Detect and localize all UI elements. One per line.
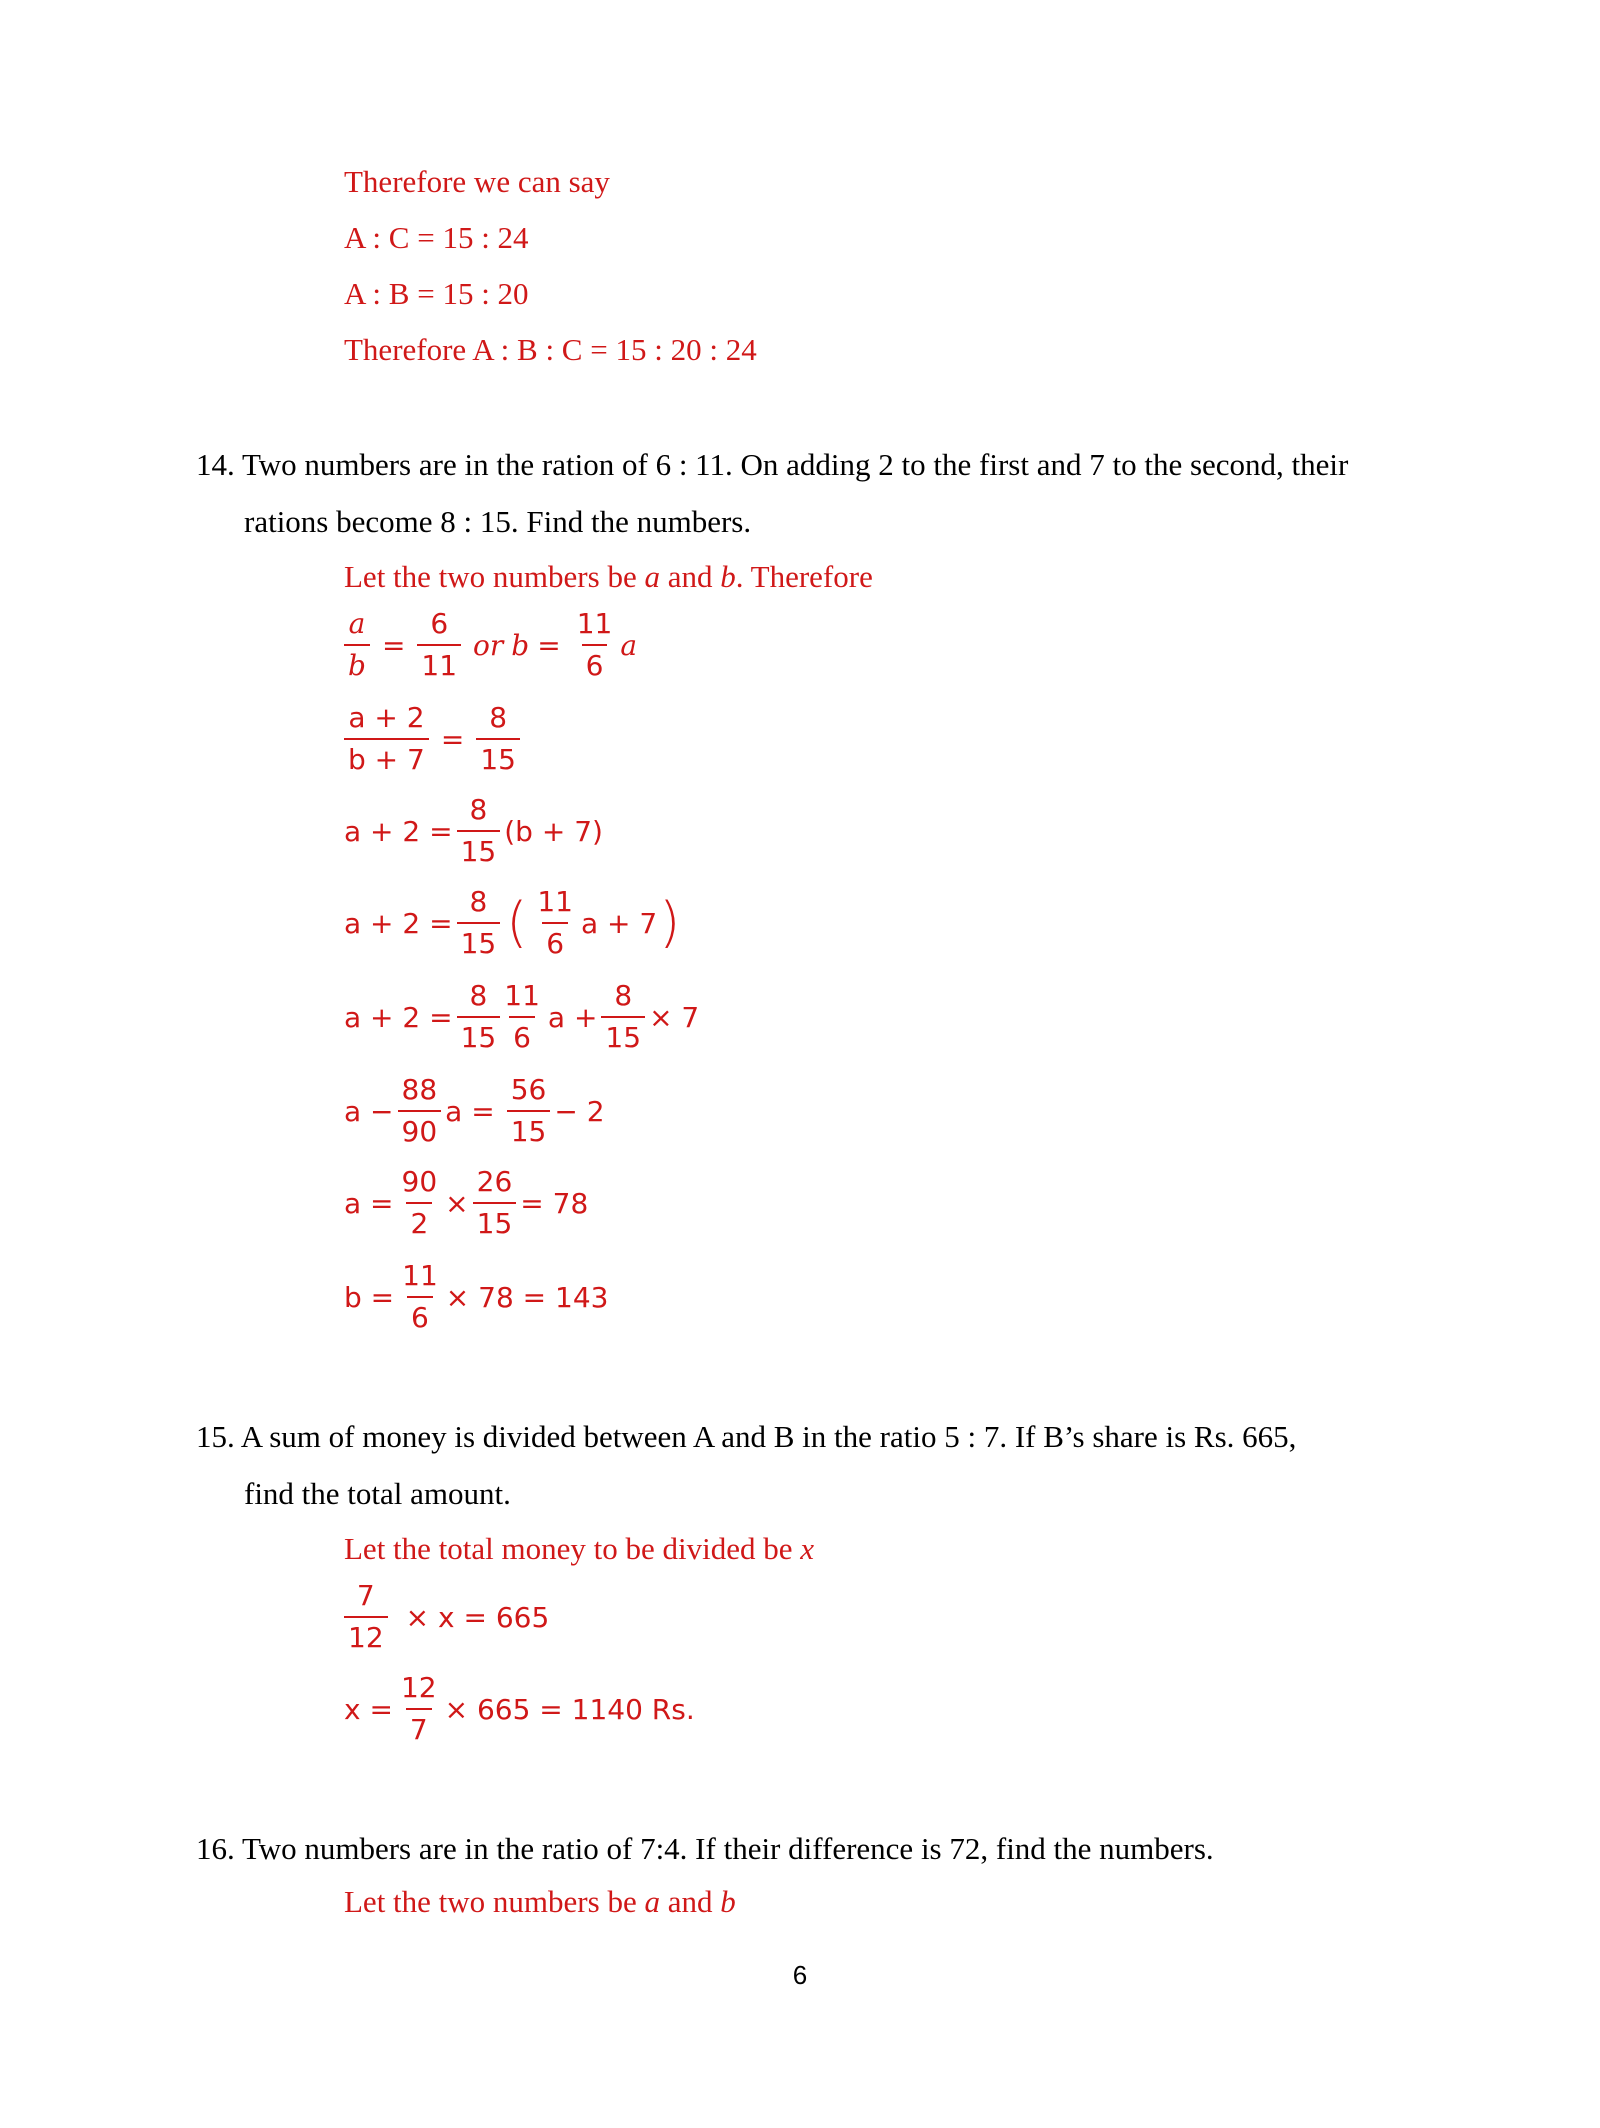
q15-equation-2 (344, 1671, 695, 1746)
question-15-line2: find the total amount. (244, 1476, 511, 1512)
fraction-numerator: 8 (614, 979, 633, 1012)
fraction-numerator: 11 (504, 979, 540, 1012)
fraction-denominator: 90 (398, 1110, 442, 1146)
equation-lhs: a + 2 = (344, 814, 453, 848)
equation-mid: × (445, 1186, 469, 1220)
q15-equation-1 (340, 1579, 550, 1654)
fraction-numerator: 8 (469, 793, 488, 826)
question-16 (196, 1820, 1466, 1877)
page-number: 6 (792, 1960, 808, 1990)
equation-rest: = 78 (520, 1186, 589, 1220)
q14-intro-text: Let the two numbers be (344, 559, 645, 594)
fraction-denominator: 15 (457, 830, 501, 866)
equation-rest: a + 7 (580, 906, 658, 940)
fraction-denominator: 15 (507, 1110, 551, 1146)
equation-mid: a = (445, 1094, 495, 1128)
fraction-numerator: 6 (430, 607, 449, 640)
fraction-numerator: 88 (401, 1073, 438, 1106)
fraction-numerator: a + 2 (348, 701, 425, 734)
var-b: b (511, 628, 530, 662)
equation-mid: a + (547, 1000, 598, 1034)
q14-equation-7 (344, 1165, 589, 1240)
q14-equation-2: $\frac{a + 2}{b + 7}$ = $\frac{8}{15}$ (340, 704, 524, 774)
fraction-denominator: 6 (509, 1016, 535, 1052)
equation-lhs: a = (344, 1186, 394, 1220)
fraction-numerator: a (348, 607, 366, 640)
fraction-denominator: 11 (417, 644, 461, 680)
therefore-line: Therefore we can say (344, 164, 610, 199)
question-15 (196, 1408, 1466, 1523)
q14-var-a: a (644, 559, 660, 594)
equation-rest: − 2 (554, 1094, 605, 1128)
q14-equation-1: $\frac{a}{b}$ = $\frac{6}{11}$ or b = $\frac{11}{6}$ a (340, 610, 637, 680)
q14-and: and (659, 559, 721, 594)
q14-var-b: b (720, 559, 736, 594)
q16-intro-text: Let the two numbers be (344, 1884, 645, 1919)
q15-intro-text: Let the total money to be divided be (344, 1531, 801, 1566)
equation-lhs: a + 2 = (344, 1000, 453, 1034)
question-16-line1: 16. Two numbers are in the ratio of 7:4. If their difference is 72, find the numbers. (196, 1831, 1214, 1866)
q14-equation-6 (344, 1073, 605, 1148)
equation-rest: × 78 = 143 (445, 1280, 609, 1314)
fraction-denominator: 6 (407, 1296, 433, 1332)
q14-equation-4: a + 2 = $\frac{8}{15}$ ( $\frac{11}{6}$ a + 7 ) (344, 885, 681, 960)
fraction-numerator: 11 (537, 885, 573, 918)
ratio-abc: Therefore A : B : C = 15 : 20 : 24 (344, 332, 757, 367)
q15-var-x: x (800, 1531, 815, 1566)
fraction-denominator: 15 (457, 922, 501, 958)
fraction-numerator: 56 (510, 1073, 547, 1106)
ratio-ab: A : B = 15 : 20 (344, 276, 529, 311)
or-text: or (473, 628, 504, 662)
question-15-line1: 15. A sum of money is divided between A and B in the ratio 5 : 7. If B’s share is Rs. 665, (196, 1419, 1297, 1454)
fraction-numerator: 8 (469, 979, 488, 1012)
equation-rest: × 665 = 1140 Rs. (444, 1692, 695, 1726)
fraction-denominator: 15 (457, 1016, 501, 1052)
q16-answer-intro (344, 1886, 736, 1917)
fraction-denominator: 15 (473, 1202, 517, 1238)
question-14 (196, 436, 1466, 551)
fraction-numerator: 11 (576, 607, 613, 640)
fraction-denominator: 6 (582, 644, 608, 680)
q14-equation-3 (344, 793, 603, 868)
equation-lhs: b = (344, 1280, 395, 1314)
fraction-denominator: b + 7 (344, 738, 429, 774)
fraction-numerator: 26 (476, 1165, 513, 1198)
fraction-denominator: 2 (406, 1202, 432, 1238)
q14-equation-5 (344, 979, 700, 1054)
fraction-denominator: 15 (601, 1016, 645, 1052)
equation-lhs: a + 2 = (344, 906, 453, 940)
fraction-denominator: b (344, 644, 370, 680)
question-14-line2: rations become 8 : 15. Find the numbers. (244, 504, 752, 540)
q16-and: and (659, 1884, 721, 1919)
var-a: a (620, 628, 638, 662)
q14-intro-text-end: . Therefore (735, 559, 873, 594)
equation-lhs: x = (344, 1692, 393, 1726)
equation-rest: × 7 (649, 1000, 700, 1034)
fraction-denominator: 15 (476, 738, 520, 774)
equation-lhs: a − (344, 1094, 394, 1128)
fraction-denominator: 6 (542, 922, 568, 958)
fraction-numerator: 90 (401, 1165, 438, 1198)
ratio-ac: A : C = 15 : 24 (344, 220, 529, 255)
q16-var-b: b (720, 1884, 736, 1919)
fraction-numerator: 7 (356, 1579, 375, 1612)
fraction-denominator: 12 (344, 1616, 388, 1652)
q14-answer-intro (344, 561, 873, 592)
q14-equation-8 (344, 1259, 609, 1334)
fraction-numerator: 8 (489, 701, 508, 734)
fraction-denominator: 7 (406, 1708, 432, 1744)
fraction-numerator: 11 (402, 1259, 438, 1292)
fraction-numerator: 12 (400, 1671, 437, 1704)
q16-var-a: a (644, 1884, 660, 1919)
fraction-numerator: 8 (469, 885, 488, 918)
equation-rest: (b + 7) (504, 814, 603, 848)
q15-answer-intro (344, 1533, 814, 1564)
equation-rest: × x = 665 (405, 1600, 550, 1634)
question-14-line1: 14. Two numbers are in the ration of 6 : 11. On adding 2 to the first and 7 to the second, their (196, 447, 1349, 482)
